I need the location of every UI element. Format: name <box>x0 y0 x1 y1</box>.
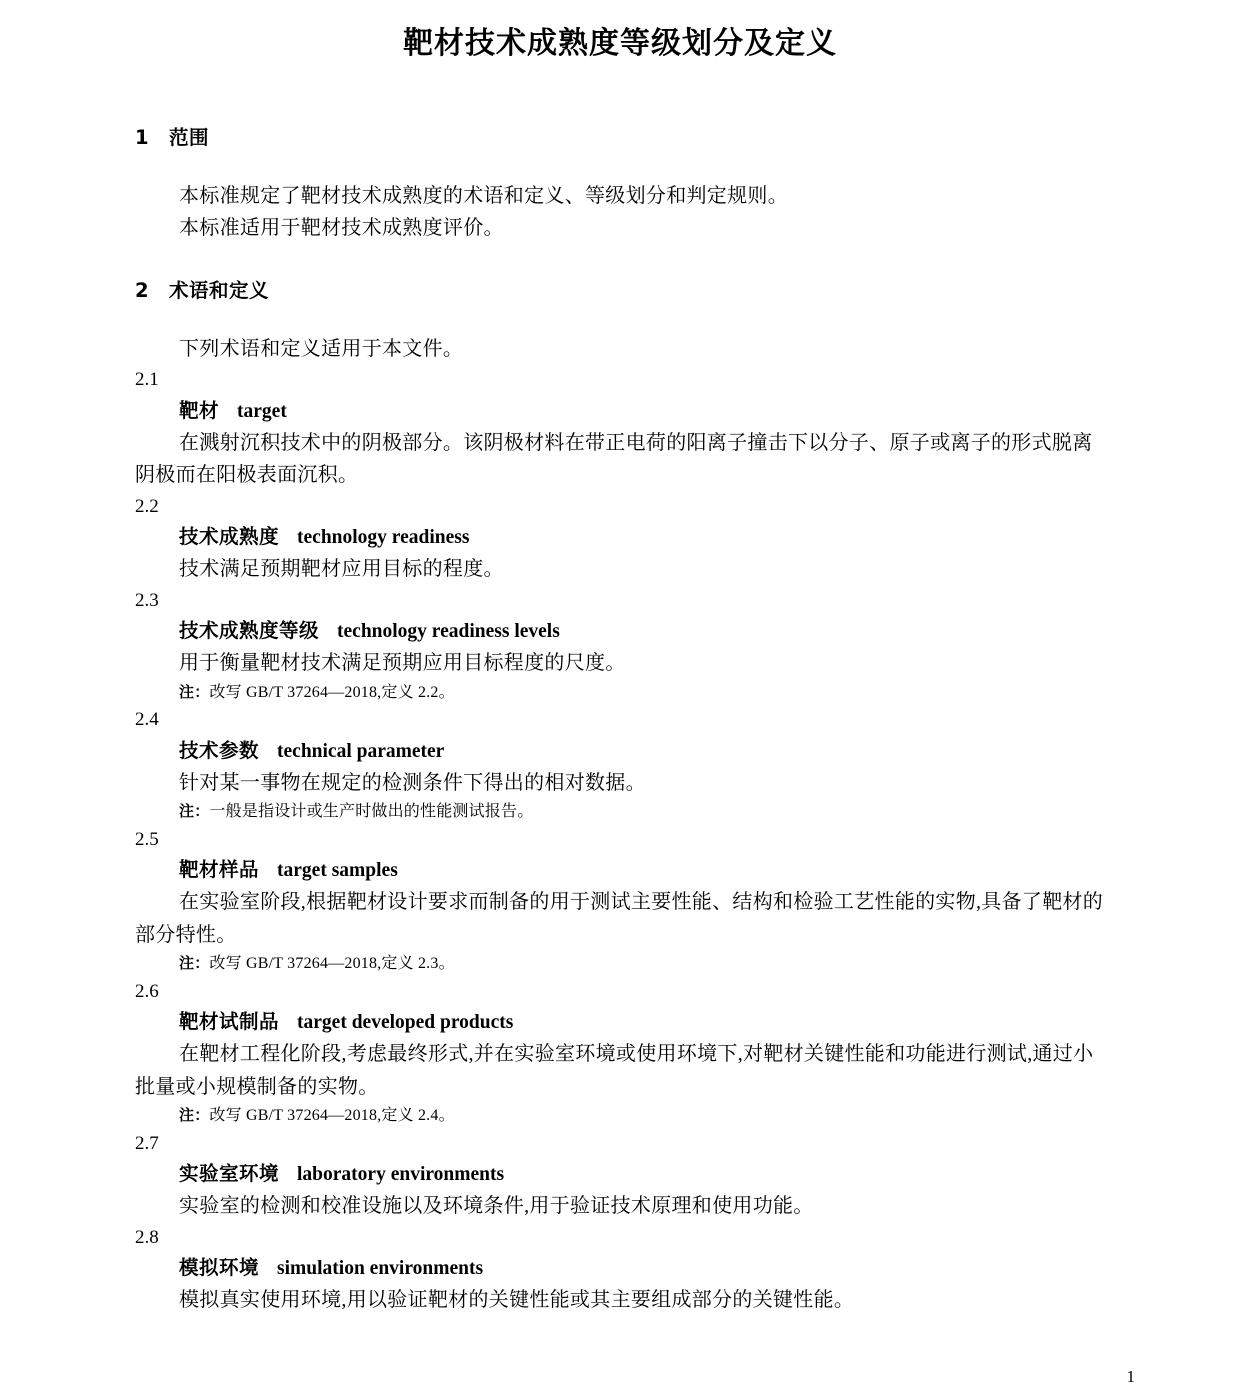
term-name-cn: 靶材 <box>179 398 220 422</box>
term-entry <box>135 365 1105 491</box>
clause-number: 2.4 <box>135 709 159 731</box>
section-terms <box>135 275 1105 365</box>
term-entry <box>135 825 1105 977</box>
term-name-en: technology readiness <box>297 527 470 549</box>
term-name-cn: 靶材试制品 <box>179 1010 280 1034</box>
note-label: 注： <box>179 682 210 701</box>
term-heading <box>135 1252 1105 1284</box>
term-note <box>135 680 1105 706</box>
term-name-cn: 实验室环境 <box>179 1162 280 1186</box>
term-definition: 针对某一事物在规定的检测条件下得出的相对数据。 <box>179 771 646 794</box>
term-name-en: target samples <box>277 860 398 882</box>
page-number: 1 <box>1126 1367 1135 1386</box>
page-title: 靶材技术成熟度等级划分及定义 <box>403 26 837 61</box>
term-name-en: simulation environments <box>277 1258 484 1280</box>
term-definition: 在靶材工程化阶段,考虑最终形式,并在实验室环境或使用环境下,对靶材关键性能和功能进行测试,通过小批量或小规模制备的实物。 <box>135 1043 1094 1098</box>
term-heading <box>135 615 1105 647</box>
term-definition: 在实验室阶段,根据靶材设计要求而制备的用于测试主要性能、结构和检验工艺性能的实物,具备了靶材的部分特性。 <box>135 891 1104 946</box>
note-label: 注： <box>179 802 210 821</box>
term-heading <box>135 1006 1105 1038</box>
clause-number: 2.8 <box>135 1226 159 1248</box>
scope-paragraph-1: 本标准规定了靶材技术成熟度的术语和定义、等级划分和判定规则。 <box>179 185 788 207</box>
term-name-en: technology readiness levels <box>337 621 560 643</box>
term-heading <box>135 854 1105 886</box>
term-note <box>135 951 1105 977</box>
term-name-cn: 技术参数 <box>179 738 260 762</box>
term-entry <box>135 586 1105 706</box>
term-note <box>135 1103 1105 1129</box>
term-entry <box>135 492 1105 586</box>
note-label: 注： <box>179 1106 210 1125</box>
term-entry <box>135 977 1105 1129</box>
term-definition: 模拟真实使用环境,用以验证靶材的关键性能或其主要组成部分的关键性能。 <box>179 1289 855 1312</box>
term-name-cn: 靶材样品 <box>179 858 260 882</box>
clause-number: 2.6 <box>135 980 159 1002</box>
term-entry <box>135 1129 1105 1223</box>
clause-number: 2.3 <box>135 589 159 611</box>
term-name-en: target <box>237 400 287 422</box>
term-name-cn: 模拟环境 <box>179 1256 260 1280</box>
term-name-en: laboratory environments <box>297 1164 505 1186</box>
term-name-en: technical parameter <box>277 740 445 762</box>
term-name-cn: 技术成熟度 <box>179 525 280 549</box>
term-name-en: target developed products <box>297 1012 514 1034</box>
term-definition: 在溅射沉积技术中的阴极部分。该阴极材料在带正电荷的阳离子撞击下以分子、原子或离子的形式脱离阴极而在阳极表面沉积。 <box>135 431 1093 487</box>
note-text: 改写 GB/T 37264—2018,定义 2.3。 <box>209 955 455 973</box>
clause-number: 2.7 <box>135 1132 159 1154</box>
section-number-1: 1 <box>135 126 150 149</box>
clause-number: 2.2 <box>135 495 159 517</box>
term-heading <box>135 735 1105 767</box>
note-text: 一般是指设计或生产时做出的性能测试报告。 <box>209 803 534 821</box>
terms-intro: 下列术语和定义适用于本文件。 <box>179 337 464 360</box>
section-title-1: 范围 <box>169 126 210 149</box>
note-text: 改写 GB/T 37264—2018,定义 2.4。 <box>209 1107 455 1125</box>
section-heading-2 <box>135 275 1105 303</box>
clause-number: 2.5 <box>135 828 159 850</box>
term-note <box>135 799 1105 825</box>
term-heading <box>135 521 1105 553</box>
scope-paragraph-2: 本标准适用于靶材技术成熟度评价。 <box>179 217 504 240</box>
section-scope <box>135 122 1105 245</box>
section-title-2: 术语和定义 <box>169 278 270 302</box>
term-entry <box>135 1223 1105 1317</box>
note-text: 改写 GB/T 37264—2018,定义 2.2。 <box>209 683 455 701</box>
term-entry <box>135 705 1105 825</box>
term-definition: 实验室的检测和校准设施以及环境条件,用于验证技术原理和使用功能。 <box>179 1195 814 1218</box>
term-name-cn: 技术成熟度等级 <box>179 619 320 643</box>
section-number-2: 2 <box>135 278 150 302</box>
term-heading <box>135 1158 1105 1190</box>
term-definition: 技术满足预期靶材应用目标的程度。 <box>179 558 504 581</box>
section-heading-1 <box>135 122 1105 150</box>
note-label: 注： <box>179 954 210 973</box>
clause-number: 2.1 <box>135 369 159 391</box>
term-definition: 用于衡量靶材技术满足预期应用目标程度的尺度。 <box>179 652 626 675</box>
term-heading <box>135 395 1105 427</box>
